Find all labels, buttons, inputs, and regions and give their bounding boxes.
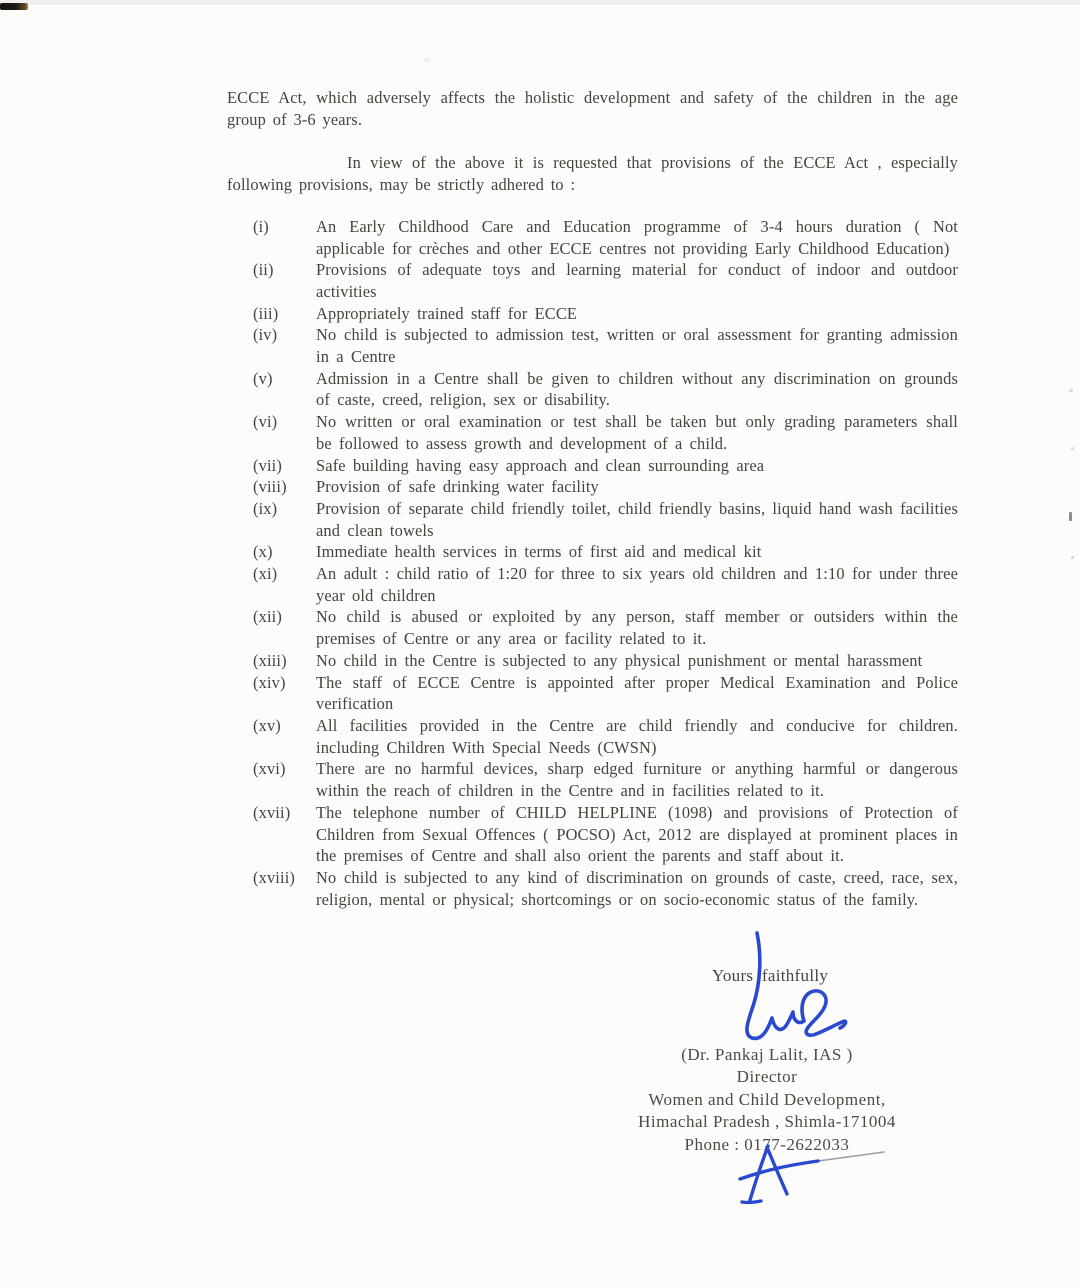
provision-text: Admission in a Centre shall be given to children without any discrimination on grounds of caste, creed, religion, sex or disability. xyxy=(316,368,958,410)
scan-speck xyxy=(424,58,430,62)
letter-body xyxy=(227,87,958,910)
provision-item xyxy=(253,606,958,649)
provision-number: (iv) xyxy=(253,325,278,345)
provision-number: (xiii) xyxy=(253,650,287,670)
provision-text: No child is subjected to admission test, written or oral assessment for granting admission in a Centre xyxy=(316,325,958,367)
provision-item xyxy=(253,216,958,259)
signatory-address: Himachal Pradesh , Shimla-171004 xyxy=(638,1112,896,1132)
provision-text: Provision of safe drinking water facility xyxy=(316,477,599,497)
provision-text: All facilities provided in the Centre are child friendly and conducive for children. including Children With Special Needs (CWSN) xyxy=(316,715,958,757)
provision-item xyxy=(253,715,958,758)
provision-text: No child is subjected to any kind of discrimination on grounds of caste, creed, race, sex, religion, mental or physical; shortcomings or on socio-economic status of the family. xyxy=(316,867,958,909)
provision-number: (xviii) xyxy=(253,867,296,887)
scan-artifact-mark xyxy=(0,3,28,10)
provision-item xyxy=(253,867,958,910)
provision-item xyxy=(253,802,958,867)
provision-item xyxy=(253,758,958,801)
intro-paragraph: ECCE Act, which adversely affects the holistic development and safety of the children in the age group of 3-6 years. xyxy=(227,88,958,129)
provision-item xyxy=(253,455,958,477)
scan-speck xyxy=(1071,447,1074,450)
provision-item xyxy=(253,541,958,563)
provision-text: Provision of separate child friendly toilet, child friendly basins, liquid hand wash facilities and clean towels xyxy=(316,498,959,540)
provision-item xyxy=(253,563,958,606)
provision-text: An adult : child ratio of 1:20 for three to six years old children and 1:10 for under three year old children xyxy=(316,564,958,605)
provision-number: (viii) xyxy=(253,477,287,497)
provision-number: (xvi) xyxy=(253,759,286,779)
provision-text: An Early Childhood Care and Education programme of 3-4 hours duration ( Not applicable for crèches and other ECCE centres not providing Early Childhood Education) xyxy=(316,216,958,258)
provision-text: Safe building having easy approach and clean surrounding area xyxy=(316,455,765,475)
provision-item xyxy=(253,650,958,672)
closing-salutation: Yours faithfully xyxy=(712,966,829,985)
provision-number: (i) xyxy=(253,216,269,236)
provision-number: (ii) xyxy=(253,260,274,280)
scan-speck xyxy=(1069,389,1073,392)
scan-speck xyxy=(1069,512,1072,521)
scan-edge-strip xyxy=(0,0,1080,5)
provision-text: The telephone number of CHILD HELPLINE (1098) and provisions of Protection of Children from Sexual Offences ( POCSO) Act, 2012 are displayed at prominent places in the premises of Centre and shall also orient the parents and staff about it. xyxy=(316,802,958,866)
provision-text: No child is abused or exploited by any person, staff member or outsiders within the premises of Centre or any area or facility related to it. xyxy=(316,607,958,649)
signatory-block xyxy=(557,1044,977,1156)
provision-number: (xiv) xyxy=(253,672,286,692)
provision-item xyxy=(253,498,958,541)
provision-text: Immediate health services in terms of first aid and medical kit xyxy=(316,542,762,562)
provision-text: There are no harmful devices, sharp edged furniture or anything harmful or dangerous within the reach of children in the Centre and in facilities related to it. xyxy=(316,759,958,801)
provision-item xyxy=(253,368,958,411)
provision-item xyxy=(253,259,958,302)
provision-item xyxy=(253,411,958,454)
signatory-phone: Phone : 0177-2622033 xyxy=(684,1134,850,1154)
signatory-name: (Dr. Pankaj Lalit, IAS ) xyxy=(681,1045,853,1064)
provision-number: (vi) xyxy=(253,412,278,432)
provision-text: No written or oral examination or test shall be taken but only grading parameters shall be followed to assess growth and development of a child. xyxy=(316,412,958,453)
provision-text: Appropriately trained staff for ECCE xyxy=(316,303,578,323)
provision-number: (v) xyxy=(253,368,273,388)
request-paragraph: In view of the above it is requested that provisions of the ECCE Act , especially following provisions, may be strictly adhered to : xyxy=(227,153,958,195)
provision-number: (vii) xyxy=(253,455,282,475)
scan-speck xyxy=(1071,556,1074,559)
provision-text: Provisions of adequate toys and learning material for conduct of indoor and outdoor activities xyxy=(316,260,958,301)
provision-item xyxy=(253,476,958,498)
signatory-department: Women and Child Development, xyxy=(648,1089,886,1109)
provision-number: (ix) xyxy=(253,498,278,518)
signature-ink xyxy=(728,925,868,1055)
provision-number: (xi) xyxy=(253,564,278,584)
provision-text: No child in the Centre is subjected to any physical punishment or mental harassment xyxy=(316,650,923,670)
signatory-designation: Director xyxy=(736,1067,798,1087)
provision-item xyxy=(253,672,958,715)
provision-number: (xii) xyxy=(253,607,282,627)
provision-number: (xvii) xyxy=(253,802,291,822)
provision-number: (x) xyxy=(253,542,273,562)
provision-number: (iii) xyxy=(253,303,279,323)
provision-text: The staff of ECCE Centre is appointed after proper Medical Examination and Police verification xyxy=(316,672,958,714)
provision-item xyxy=(253,303,958,325)
provisions-list xyxy=(253,216,958,911)
provision-number: (xv) xyxy=(253,715,281,735)
provision-item xyxy=(253,324,958,367)
